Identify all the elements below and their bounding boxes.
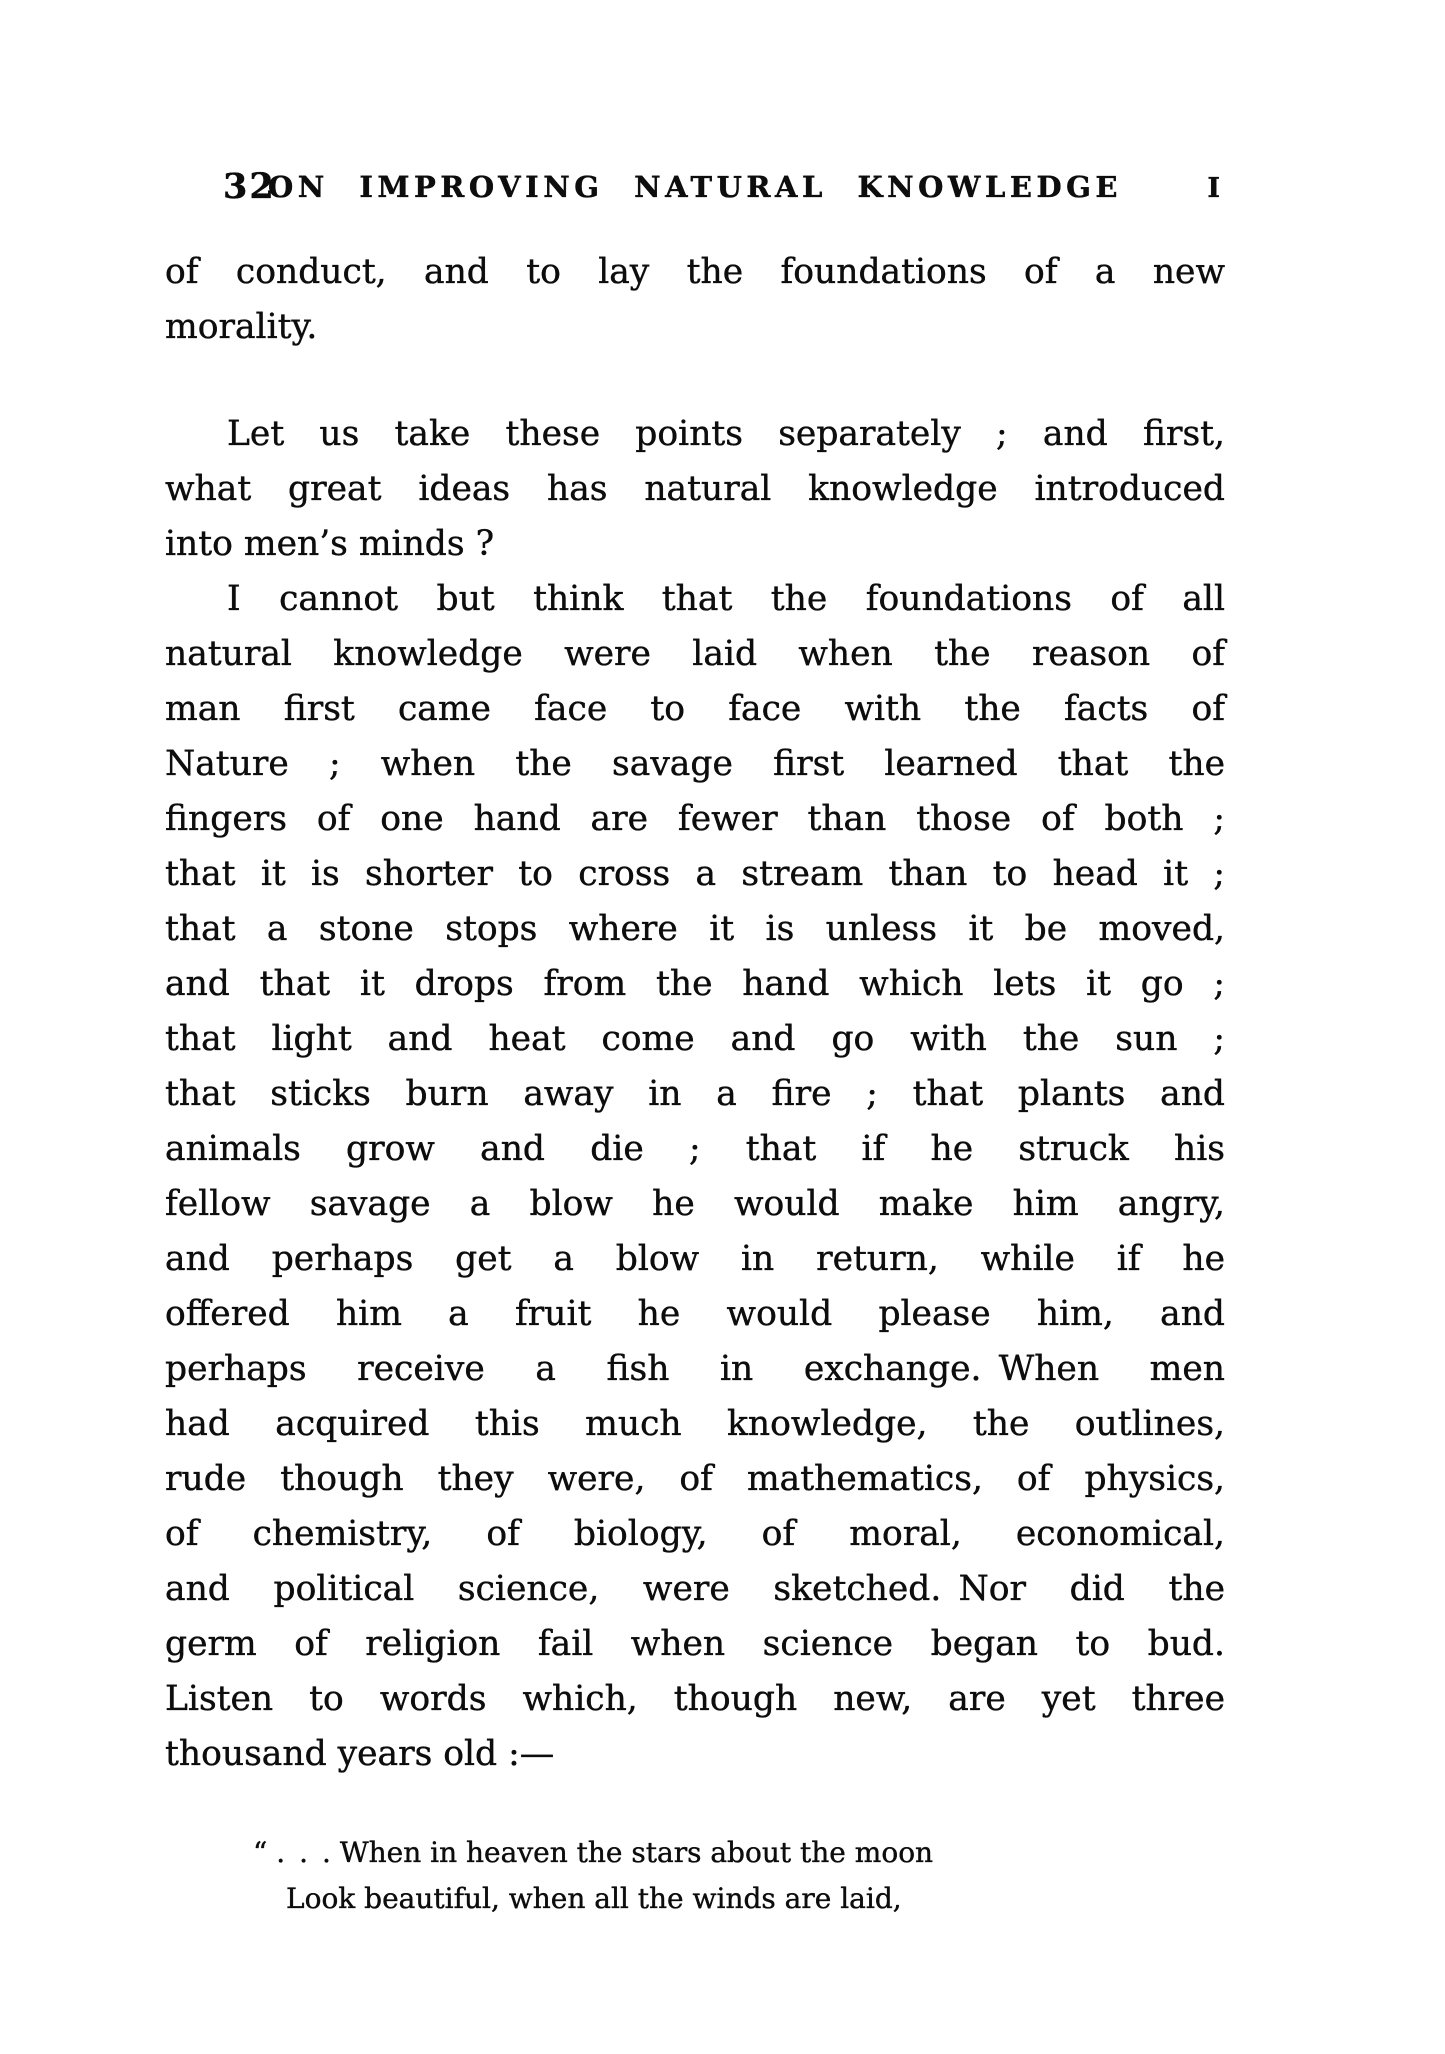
verse-line: “ . . . When in heaven the stars about the moon: [253, 1836, 934, 1869]
paragraph-gap: [165, 355, 1225, 407]
paragraph-3: [165, 572, 1225, 1782]
text-line: that light and heat come and go with the sun ;: [165, 1019, 1225, 1059]
text-line: natural knowledge were laid when the reason of: [165, 634, 1225, 674]
text-line: Listen to words which, though new, are yet three: [165, 1679, 1225, 1719]
text-line: germ of religion fail when science began to bud.: [165, 1624, 1225, 1664]
paragraph-2: [165, 407, 1225, 572]
text-line: had acquired this much knowledge, the outlines,: [165, 1404, 1225, 1444]
chapter-numeral: I: [1207, 173, 1221, 204]
text-line: and perhaps get a blow in return, while if he: [165, 1239, 1225, 1279]
text-line: offered him a fruit he would please him, and: [165, 1294, 1225, 1334]
text-line: Nature ; when the savage first learned that the: [165, 744, 1225, 784]
text-line: of chemistry, of biology, of moral, economical,: [165, 1514, 1225, 1554]
text-block: [165, 166, 1225, 1922]
paragraph-1: [165, 245, 1225, 355]
text-line: animals grow and die ; that if he struck his: [165, 1129, 1225, 1169]
body-text: [165, 245, 1225, 1922]
text-line: that it is shorter to cross a stream than to head it ;: [165, 854, 1225, 894]
text-line: man first came face to face with the facts of: [165, 689, 1225, 729]
text-line: that sticks burn away in a fire ; that plants and: [165, 1074, 1225, 1114]
text-line: what great ideas has natural knowledge introduced: [165, 469, 1225, 509]
verse-line: Look beautiful, when all the winds are laid,: [286, 1882, 902, 1915]
text-line: I cannot but think that the foundations of all: [227, 579, 1225, 619]
text-line: Let us take these points separately ; and first,: [227, 414, 1225, 454]
running-title: ON IMPROVING NATURAL KNOWLEDGE: [267, 170, 1123, 204]
verse-quotation: [253, 1830, 1225, 1922]
text-line: thousand years old :—: [165, 1734, 555, 1774]
running-header: [165, 166, 1225, 207]
text-line: perhaps receive a fish in exchange. When men: [165, 1349, 1225, 1389]
text-line: fellow savage a blow he would make him angry,: [165, 1184, 1225, 1224]
text-line: rude though they were, of mathematics, of physics,: [165, 1459, 1225, 1499]
text-line: into men’s minds ?: [165, 524, 495, 564]
text-line: and political science, were sketched. Nor did the: [165, 1569, 1225, 1609]
page-number: 32: [223, 166, 276, 207]
text-line: that a stone stops where it is unless it be moved,: [165, 909, 1225, 949]
text-line: fingers of one hand are fewer than those of both ;: [165, 799, 1225, 839]
text-line: and that it drops from the hand which lets it go ;: [165, 964, 1225, 1004]
text-line: of conduct, and to lay the foundations of a new: [165, 252, 1225, 292]
text-line: morality.: [165, 307, 318, 347]
